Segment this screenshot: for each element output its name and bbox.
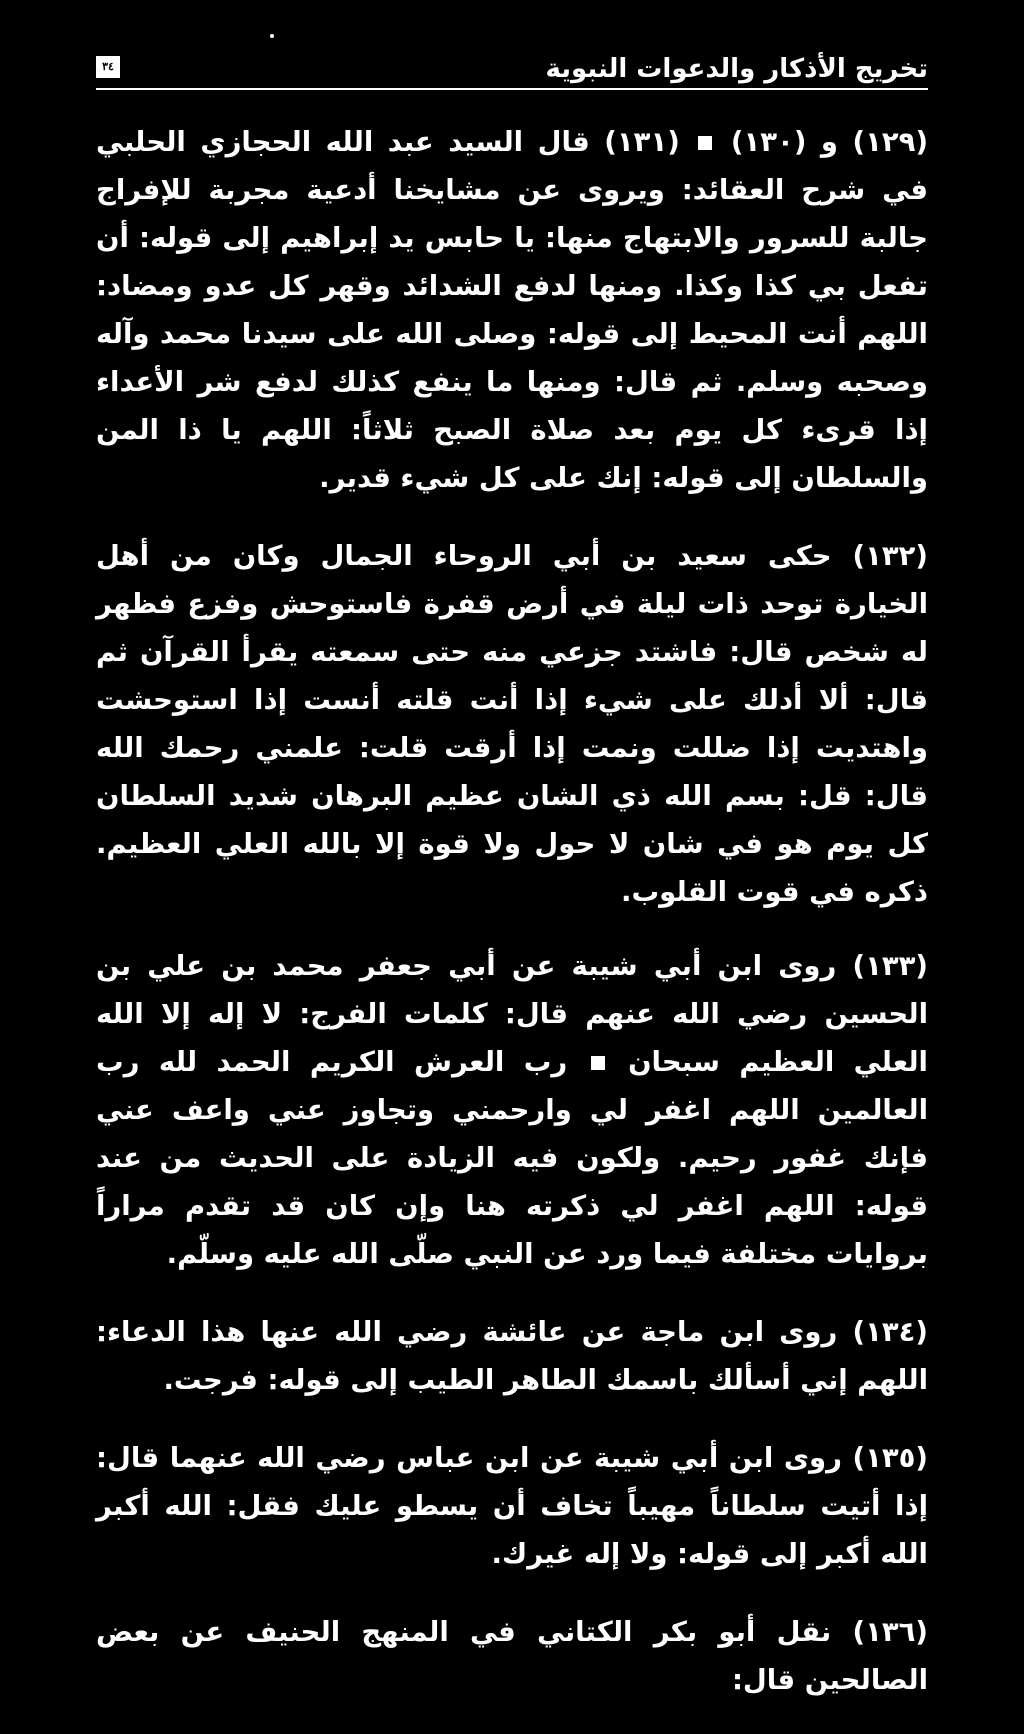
paragraph-131-text: (١٣١) قال السيد عبد الله الحجازي الحلبي في شرح العقائد: ويروى عن مشايخنا أدعية مجربة للإفراج جالبة للسرور والابتهاج منها: يا حابس يد إبراهيم إلى قوله: أن تفعل بي كذا وكذا. ومنها لدفع الشدائد وقهر كل عدو ومضاد: اللهم أنت المحيط إلى قوله: وصلى الله على سيدنا محمد وآله وصحبه وسلم. ثم قال: ومنها ما ينفع كذلك لدفع شر الأعداء إذا قرىء كل يوم بعد صلاة الصبح ثلاثاً: اللهم يا ذا المن والسلطان إلى قوله: إنك على كل شيء قدير.: [96, 126, 928, 494]
square-mark: [591, 1056, 605, 1070]
page-number: [96, 56, 120, 78]
page-number-text: ٣٤: [102, 61, 114, 73]
square-mark: [698, 136, 712, 150]
paragraph-134: (١٣٤) روى ابن ماجة عن عائشة رضي الله عنها هذا الدعاء: اللهم إني أسألك باسمك الطاهر الطيب إلى قوله: فرجت.: [96, 1316, 928, 1396]
paragraph-129-131: [96, 118, 928, 502]
paragraph-129-130-number: (١٢٩) و (١٣٠): [730, 126, 929, 158]
paragraph-136: (١٣٦) نقل أبو بكر الكتاني في المنهج الحنيف عن بعض الصالحين قال:: [96, 1616, 928, 1696]
paragraph-135: (١٣٥) روى ابن أبي شيبة عن ابن عباس رضي الله عنهما قال: إذا أتيت سلطاناً مهيباً تخاف أن يسطو عليك فقل: الله أكبر الله أكبر إلى قوله: ولا إله غيرك.: [96, 1442, 928, 1570]
paragraph-133-text-start: (١٣٣) روى ابن أبي شيبة عن أبي جعفر محمد بن علي بن الحسين رضي الله عنهم قال: كلمات الفرج: لا إله إلا الله العلي العظيم سبحان: [96, 950, 928, 1078]
running-header: [96, 52, 928, 90]
page-number-box: [96, 56, 120, 78]
body-text: [96, 118, 928, 1734]
paragraph-133: [96, 942, 928, 1278]
page-speck: [270, 34, 274, 38]
running-title: تخريج الأذكار والدعوات النبوية: [545, 54, 928, 84]
paragraph-133-text-end: رب العرش الكريم الحمد لله رب العالمين اللهم اغفر لي وارحمني وتجاوز عني واعف عني فإنك غفور رحيم. ولكون فيه الزيادة على الحديث من عند قوله: اللهم اغفر لي ذكرته هنا وإن كان قد تقدم مراراً بروايات مختلفة فيما ورد عن النبي صلّى الله عليه وسلّم.: [96, 1046, 928, 1270]
paragraph-132: (١٣٢) حكى سعيد بن أبي الروحاء الجمال وكان من أهل الخيارة توحد ذات ليلة في أرض قفرة فاستوحش وفزع فظهر له شخص قال: فاشتد جزعي منه حتى سمعته يقرأ القرآن ثم قال: ألا أدلك على شيء إذا أنت قلته أنست إذا استوحشت واهتديت إذا ضللت ونمت إذا أرقت قلت: علمني رحمك الله قال: قل: بسم الله ذي الشان عظيم البرهان شديد السلطان كل يوم هو في شان لا حول ولا قوة إلا بالله العلي العظيم. ذكره في قوت القلوب.: [96, 540, 928, 908]
